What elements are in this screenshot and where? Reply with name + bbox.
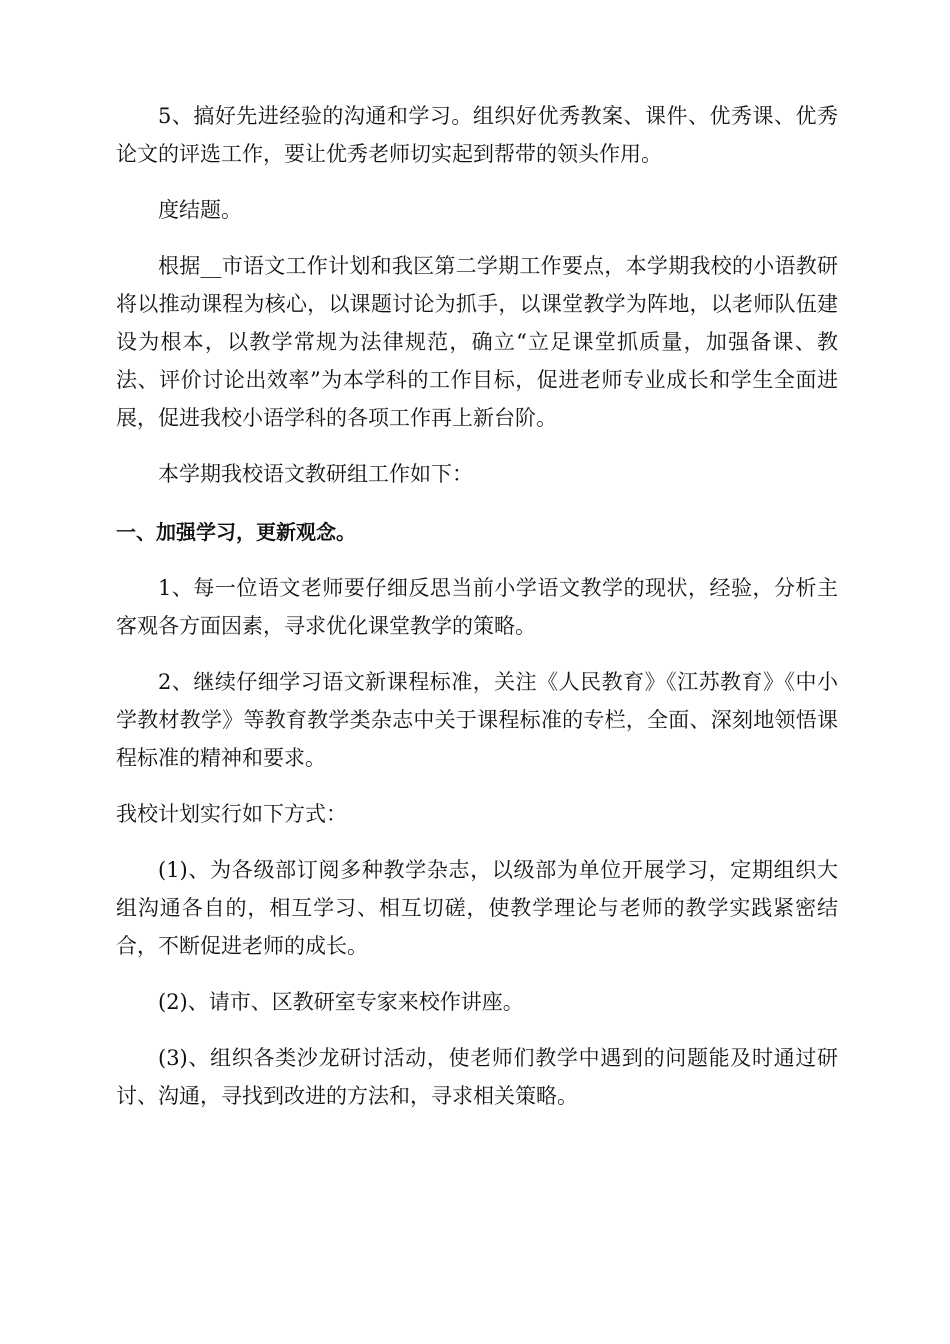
document-body: [116, 97, 838, 1115]
paragraph-method-2: (2)、请市、区教研室专家来校作讲座。: [158, 990, 524, 1014]
paragraph-item-2: 2、继续仔细学习语文新课程标准，关注《人民教育》《江苏教育》《中小学教材教学》等教育教学类杂志中关于课程标准的专栏，全面、深刻地领悟课程标准的精神和要求。: [116, 670, 838, 770]
paragraph-item-5: 5、搞好先进经验的沟通和学习。组织好优秀教案、课件、优秀课、优秀论文的评选工作，要让优秀老师切实起到帮带的领头作用。: [116, 104, 838, 166]
section-heading-1: 一、加强学习，更新观念。: [116, 520, 356, 544]
paragraph-method-1: (1)、为各级部订阅多种教学杂志，以级部为单位开展学习，定期组织大组沟通各自的，相互学习、相互切磋，使教学理论与老师的教学实践紧密结合，不断促进老师的成长。: [116, 858, 838, 958]
paragraph-intro: 根据__市语文工作计划和我区第二学期工作要点，本学期我校的小语教研将以推动课程为核心，以课题讨论为抓手，以课堂教学为阵地，以老师队伍建设为根本，以教学常规为法律规范，确立“立足课堂抓质量，加强备课、教法、评价讨论出效率”为本学科的工作目标，促进老师专业成长和学生全面进展，促进我校小语学科的各项工作再上新台阶。: [116, 254, 838, 430]
paragraph-item-1: 1、每一位语文老师要仔细反思当前小学语文教学的现状，经验，分析主客观各方面因素，寻求优化课堂教学的策略。: [116, 576, 838, 638]
paragraph-method-3: (3)、组织各类沙龙研讨活动，使老师们教学中遇到的问题能及时通过研讨、沟通，寻找到改进的方法和，寻求相关策略。: [116, 1046, 838, 1108]
paragraph-work-list-lead: 本学期我校语文教研组工作如下：: [158, 462, 473, 486]
paragraph-conclusion: 度结题。: [158, 198, 242, 222]
paragraph-methods-lead: 我校计划实行如下方式：: [116, 802, 347, 826]
